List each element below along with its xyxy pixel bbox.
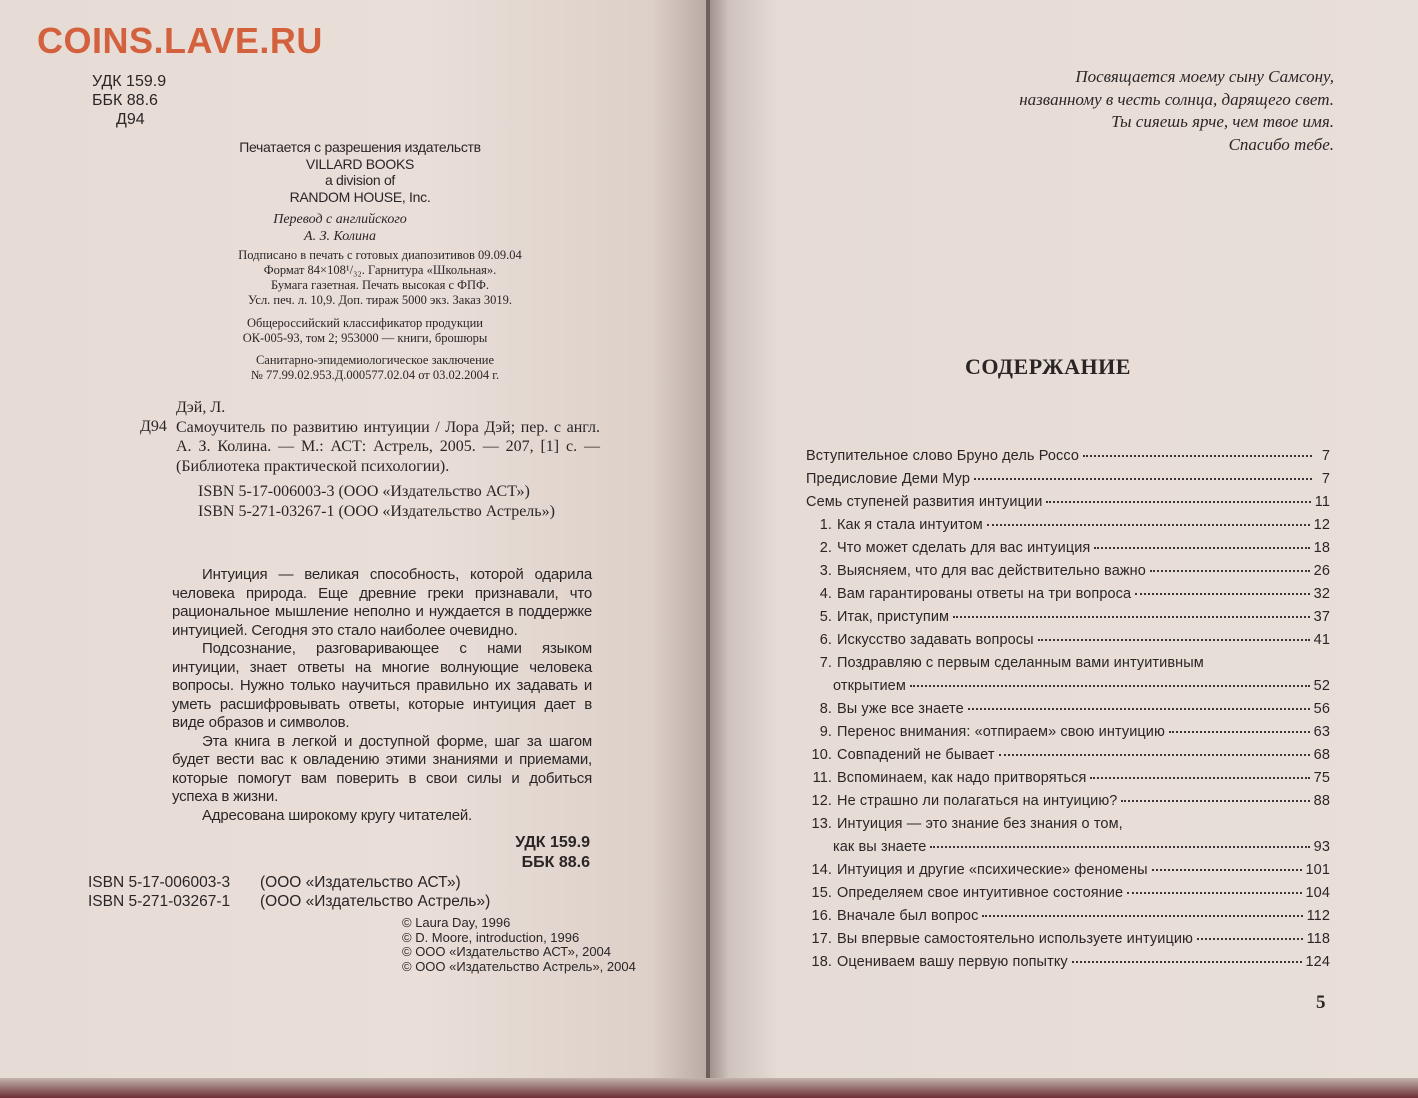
- toc-entry: [806, 908, 1330, 931]
- classifier-line: Общероссийский классификатор продукции: [246, 316, 484, 330]
- toc-entry-number: 17.: [811, 931, 832, 947]
- toc-entry-page: 68: [1313, 747, 1330, 763]
- toc-entry-page: 75: [1313, 770, 1330, 786]
- toc-entry: [806, 724, 1330, 747]
- toc-leader: [1197, 938, 1303, 940]
- toc-entry-page: 104: [1305, 885, 1330, 901]
- toc-entry-number: 3.: [819, 563, 832, 579]
- toc-entry-title: Совпадений не бывает: [837, 747, 995, 763]
- toc-entry-page: 7: [1321, 471, 1330, 487]
- isbn-line: [88, 892, 490, 911]
- toc-entry: [806, 816, 1330, 839]
- toc-entry-number: 14.: [811, 862, 832, 878]
- toc-entry: [806, 448, 1330, 471]
- toc-entry: [806, 885, 1330, 908]
- copyright-line: © ООО «Издательство АСТ», 2004: [402, 944, 612, 959]
- toc-entry-title: Предисловие Деми Мур: [806, 471, 970, 487]
- imprint-line: Подписано в печать с готовых диапозитивов 09.09.04: [238, 248, 522, 262]
- toc-entry-title: Вы уже все знаете: [837, 701, 964, 717]
- toc-leader: [1072, 961, 1302, 963]
- bbk-code: ББК 88.6: [92, 92, 158, 109]
- biblio-code: Д94: [140, 418, 167, 435]
- toc-entry-title: Не страшно ли полагаться на интуицию?: [837, 793, 1118, 809]
- translator-name: А. З. Колина: [304, 229, 376, 244]
- page-number: 5: [1316, 992, 1326, 1013]
- toc-leader: [1152, 869, 1302, 871]
- toc-entry-number: 8.: [819, 701, 832, 717]
- toc-entry-title: Определяем свое интуитивное состояние: [837, 885, 1124, 901]
- isbn-number: ISBN 5-17-006003-3: [88, 874, 231, 891]
- toc-leader: [1127, 892, 1301, 894]
- copyright-line: © D. Moore, introduction, 1996: [402, 929, 580, 945]
- annotation-paragraph: Адресована широкому кругу читателей.: [202, 806, 472, 824]
- toc-entry-number: 2.: [819, 540, 832, 556]
- publisher-line: VILLARD BOOKS: [305, 155, 415, 172]
- sanitary-line: № 77.99.02.953.Д.000577.02.04 от 03.02.2004 г.: [250, 368, 500, 382]
- toc-entry: [806, 632, 1330, 655]
- toc-entry-page: 26: [1313, 563, 1330, 579]
- translation-line: Перевод с английского: [273, 212, 407, 227]
- toc-entry-title: Как я стала интуитом: [837, 517, 983, 533]
- translation-credit: [140, 211, 540, 245]
- toc-entry-continuation: [806, 839, 1330, 862]
- publisher-notice: [140, 139, 580, 205]
- biblio-isbn: ISBN 5-17-006003-3 (ООО «Издательство АСТ»): [198, 483, 530, 500]
- toc-entry: [806, 540, 1330, 563]
- toc-entry: [806, 747, 1330, 770]
- biblio-description: Самоучитель по развитию интуиции / Лора Дэй; пер. с англ. А. З. Колина. — М.: АСТ: Астрель, 2005. — 207, [1] с. — (Библиотека практической психологии).: [176, 418, 600, 475]
- copyright-line: © Laura Day, 1996: [402, 915, 511, 930]
- table-of-contents: [806, 448, 1330, 977]
- toc-entry-title: Итак, приступим: [837, 609, 950, 625]
- toc-entry-title: Вступительное слово Бруно дель Россо: [806, 448, 1080, 464]
- toc-entry-number: 1.: [819, 517, 832, 533]
- udk-code: УДК 159.9: [515, 834, 590, 851]
- toc-entry-number: 6.: [819, 632, 832, 648]
- toc-entry: [806, 931, 1330, 954]
- toc-entry-title: Вам гарантированы ответы на три вопроса: [837, 586, 1132, 602]
- dedication-line: Посвящается моему сыну Самсону,: [1075, 67, 1334, 86]
- toc-entry-page: 41: [1313, 632, 1330, 648]
- toc-entry-number: 18.: [811, 954, 832, 970]
- toc-leader: [1094, 547, 1309, 549]
- toc-leader: [1121, 800, 1309, 802]
- toc-leader: [910, 685, 1310, 687]
- toc-entry: [806, 862, 1330, 885]
- isbn-line: [88, 873, 490, 892]
- book-bottom-edge: [0, 1078, 1418, 1098]
- toc-entry-number: 12.: [811, 793, 832, 809]
- toc-leader: [999, 754, 1310, 756]
- toc-entry-page: 101: [1305, 862, 1330, 878]
- dedication: [1019, 66, 1334, 156]
- toc-entry-page: 32: [1313, 586, 1330, 602]
- toc-leader: [930, 846, 1309, 848]
- toc-entry-page: 118: [1306, 931, 1330, 947]
- classifier-block: [130, 316, 600, 346]
- toc-entry-title: Интуиция — это знание без знания о том,: [837, 816, 1123, 832]
- toc-entry-number: 11.: [812, 770, 832, 786]
- annotation: [172, 566, 592, 825]
- toc-entry-page: 7: [1321, 448, 1330, 464]
- toc-entry-page: 88: [1313, 793, 1330, 809]
- toc-entry-title: Перенос внимания: «отпираем» свою интуицию: [837, 724, 1165, 740]
- toc-leader: [1135, 593, 1309, 595]
- biblio-author: Дэй, Л.: [176, 399, 226, 416]
- book-gutter: [706, 0, 710, 1098]
- toc-leader: [982, 915, 1302, 917]
- toc-leader: [1169, 731, 1310, 733]
- toc-leader: [1038, 639, 1310, 641]
- toc-entry-page: 63: [1313, 724, 1330, 740]
- isbn-number: ISBN 5-271-03267-1: [88, 893, 231, 910]
- toc-leader: [974, 478, 1312, 480]
- toc-entry-number: 15.: [811, 885, 832, 901]
- imprint-line: Усл. печ. л. 10,9. Доп. тираж 5000 экз. Заказ 3019.: [248, 293, 512, 307]
- udk-block-top: [92, 72, 166, 129]
- toc-entry-page: 112: [1306, 908, 1330, 924]
- biblio-isbn: ISBN 5-271-03267-1 (ООО «Издательство Астрель»): [198, 502, 555, 520]
- toc-entry: [806, 655, 1330, 678]
- toc-entry-page: 18: [1313, 540, 1330, 556]
- copyright-block: [402, 916, 636, 974]
- toc-entry: [806, 494, 1330, 517]
- isbn-block: [88, 873, 490, 911]
- toc-leader: [987, 524, 1310, 526]
- toc-entry-number: 9.: [819, 724, 832, 740]
- toc-entry-title: Что может сделать для вас интуиция: [837, 540, 1091, 556]
- publisher-line: a division of: [324, 172, 396, 188]
- toc-entry: [806, 563, 1330, 586]
- toc-entry: [806, 586, 1330, 609]
- toc-entry-page: 37: [1313, 609, 1330, 625]
- toc-title: СОДЕРЖАНИЕ: [965, 354, 1131, 379]
- author-mark: Д94: [116, 111, 145, 128]
- toc-entry-title: Оцениваем вашу первую попытку: [837, 954, 1068, 970]
- toc-entry-number: 4.: [819, 586, 832, 602]
- annotation-paragraph: Интуиция — великая способность, которой одарила человека природа. Еще древние греки признавали, что рациональное мышление неполно и нуждается в поддержке интуицией. Сегодня это стало наиболее очевидно.: [172, 566, 592, 639]
- toc-entry-number: 7.: [819, 655, 832, 671]
- toc-leader: [968, 708, 1310, 710]
- toc-leader: [1150, 570, 1310, 572]
- toc-entry-page: 124: [1305, 954, 1330, 970]
- imprint-block: [150, 248, 610, 308]
- toc-entry: [806, 609, 1330, 632]
- annotation-paragraph: Подсознание, разговаривающее с нами языком интуиции, знает ответы на многие волнующие человека вопросы. Нужно только научиться правильно их задавать и уметь расшифровывать ответы, которые интуиция дает в виде образов и символов.: [172, 640, 592, 731]
- copyright-line: © ООО «Издательство Астрель», 2004: [402, 958, 636, 974]
- bibliographic-record: [140, 398, 600, 521]
- toc-entry-number: 13.: [811, 816, 832, 832]
- toc-entry-title: Интуиция и другие «психические» феномены: [837, 862, 1148, 878]
- toc-entry-page: 11: [1314, 494, 1330, 510]
- toc-entry-page: 12: [1313, 517, 1330, 533]
- dedication-line: Спасибо тебе.: [1228, 134, 1334, 154]
- toc-entry-page: 52: [1313, 678, 1330, 694]
- annotation-paragraph: Эта книга в легкой и доступной форме, шаг за шагом будет вести вас к овладению этими знаниями и приемами, которые помогут вам поверить в свои силы и добиться успеха в жизни.: [172, 732, 592, 805]
- isbn-publisher: (ООО «Издательство Астрель»): [260, 893, 491, 910]
- udk-block-bottom: [490, 833, 590, 873]
- imprint-line: Бумага газетная. Печать высокая с ФПФ.: [270, 278, 490, 292]
- toc-entry-title: Выясняем, что для вас действительно важно: [837, 563, 1146, 579]
- toc-entry-title: Искусство задавать вопросы: [837, 632, 1034, 648]
- sanitary-line: Санитарно-эпидемиологическое заключение: [255, 353, 495, 367]
- toc-leader: [953, 616, 1310, 618]
- toc-leader: [1046, 501, 1310, 503]
- dedication-line: названному в честь солнца, дарящего свет.: [1019, 89, 1334, 109]
- toc-leader: [1090, 777, 1309, 779]
- publisher-line: Печатается с разрешения издательств: [239, 139, 481, 155]
- dedication-line: Ты сияешь ярче, чем твое имя.: [1111, 112, 1334, 131]
- toc-leader: [1083, 455, 1312, 457]
- toc-entry-page: 56: [1313, 701, 1330, 717]
- toc-entry-title: Семь ступеней развития интуиции: [806, 494, 1043, 510]
- watermark: COINS.LAVE.RU: [37, 20, 323, 61]
- toc-entry-page: 93: [1313, 839, 1330, 855]
- toc-entry-title: Поздравляю с первым сделанным вами интуитивным: [837, 655, 1204, 671]
- toc-entry-continuation: [806, 678, 1330, 701]
- toc-entry-title: Вы впервые самостоятельно используете интуицию: [837, 931, 1194, 947]
- toc-entry-title: как вы знаете: [833, 839, 927, 855]
- bbk-code: ББК 88.6: [521, 854, 590, 871]
- isbn-publisher: (ООО «Издательство АСТ»): [260, 874, 461, 891]
- toc-entry: [806, 517, 1330, 540]
- imprint-line: Формат 84×108¹/₃₂. Гарнитура «Школьная».: [263, 263, 497, 277]
- toc-entry: [806, 701, 1330, 724]
- toc-entry: [806, 793, 1330, 816]
- toc-entry: [806, 471, 1330, 494]
- toc-entry-title: Вспоминаем, как надо притворяться: [837, 770, 1087, 786]
- toc-entry: [806, 770, 1330, 793]
- toc-entry: [806, 954, 1330, 977]
- toc-entry-number: 10.: [811, 747, 832, 763]
- toc-entry-title: Вначале был вопрос: [837, 908, 979, 924]
- udk-code: УДК 159.9: [92, 73, 167, 90]
- toc-entry-title: открытием: [833, 678, 906, 694]
- toc-entry-number: 16.: [811, 908, 832, 924]
- publisher-line: RANDOM HOUSE, Inc.: [289, 188, 431, 205]
- toc-entry-number: 5.: [819, 609, 832, 625]
- sanitary-block: [130, 353, 620, 383]
- classifier-line: ОК-005-93, том 2; 953000 — книги, брошюры: [242, 331, 488, 345]
